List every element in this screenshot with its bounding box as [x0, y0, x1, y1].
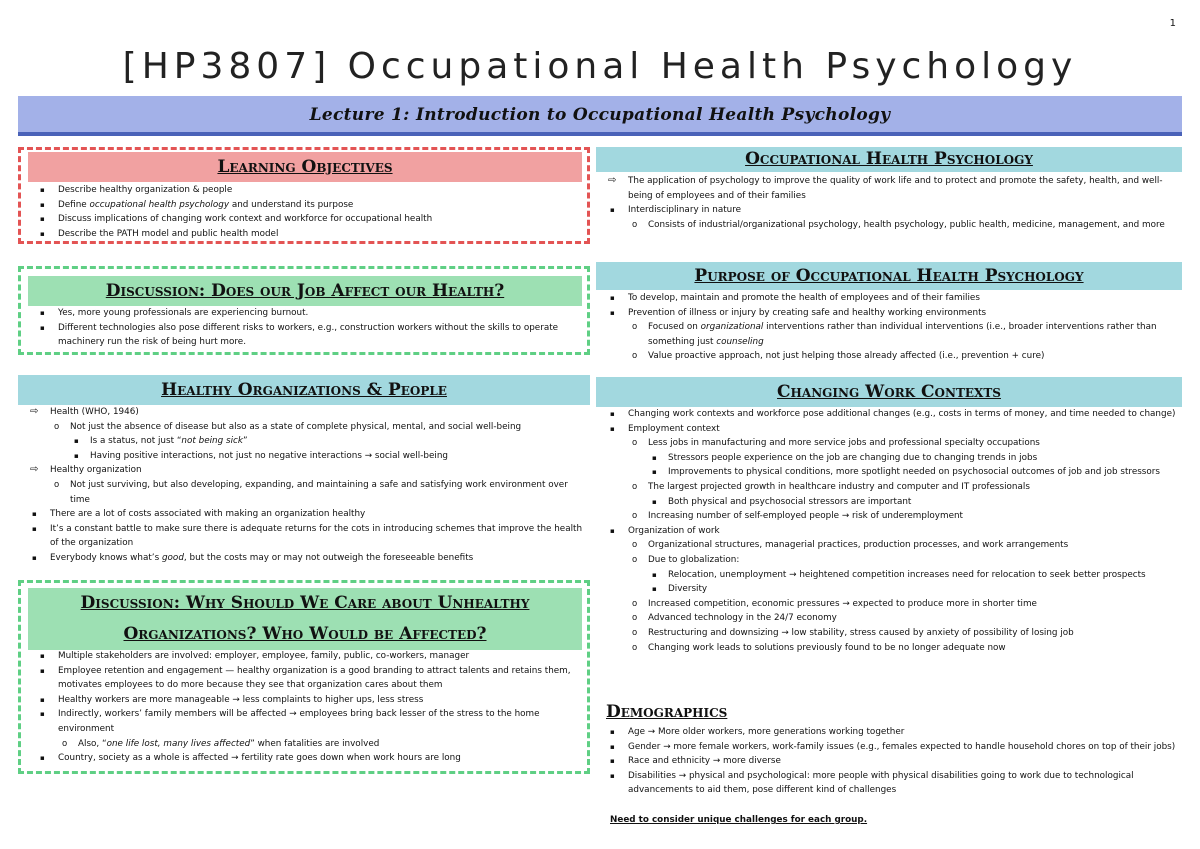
list-item: ▪ Multiple stakeholders are involved: employer, employee, family, public, co-workers, manager	[26, 649, 582, 664]
list-item: o Not just the absence of disease but also as a state of complete physical, mental, and social well-being	[18, 420, 590, 435]
list-item: ▪ Age → More older workers, more generations working together	[596, 725, 1182, 740]
list-item: o Less jobs in manufacturing and more service jobs and professional specialty occupations	[596, 436, 1182, 451]
list-item: ▪ Everybody knows what’s good, but the costs may or may not outweigh the foreseeable benefits	[18, 551, 590, 566]
list-item: ▪ Diversity	[596, 582, 1182, 597]
list-item: ▪ Interdisciplinary in nature	[596, 203, 1182, 218]
list-item: ▪ Describe healthy organization & people	[26, 183, 582, 198]
ohp-heading: Occupational Health Psychology	[596, 147, 1182, 172]
list-item: ⇨ Health (WHO, 1946)	[18, 405, 590, 420]
purpose-list	[596, 291, 1182, 364]
list-item: ▪ It’s a constant battle to make sure there is adequate returns for the cots in introducing schemes that improve the health of the organization	[18, 522, 590, 551]
list-item: ▪ Changing work contexts and workforce pose additional changes (e.g., costs in terms of money, and time needed to change)	[596, 407, 1182, 422]
list-item: o Also, “one life lost, many lives affected” when fatalities are involved	[26, 737, 582, 752]
list-item: ▪ Prevention of illness or injury by creating safe and healthy working environments	[596, 306, 1182, 321]
list-item: ▪ Describe the PATH model and public health model	[26, 227, 582, 242]
ohp-list	[596, 174, 1182, 232]
list-item: ▪ Relocation, unemployment → heightened competition increases need for relocation to seek better prospects	[596, 568, 1182, 583]
healthy-orgs-list	[18, 405, 590, 566]
healthy-orgs-heading: Healthy Organizations & People	[18, 375, 590, 405]
list-item: ▪ Country, society as a whole is affected → fertility rate goes down when work hours are long	[26, 751, 582, 766]
list-item: o Changing work leads to solutions previously found to be no longer adequate now	[596, 641, 1182, 656]
lecture-title: Lecture 1: Introduction to Occupational Health Psychology	[309, 105, 891, 125]
list-item: ▪ Organization of work	[596, 524, 1182, 539]
list-item: ⇨ The application of psychology to improve the quality of work life and to protect and promote the safety, health, and well-being of employees and of their families	[596, 174, 1182, 203]
list-item: o Organizational structures, managerial practices, production processes, and work arrangements	[596, 538, 1182, 553]
list-item: ▪ Employment context	[596, 422, 1182, 437]
demographics-footer: Need to consider unique challenges for each group.	[610, 815, 868, 825]
list-item: ▪ Having positive interactions, not just no negative interactions → social well-being	[18, 449, 590, 464]
list-item: ▪ Yes, more young professionals are experiencing burnout.	[26, 306, 582, 321]
page-number: 1	[1169, 18, 1176, 29]
list-item: ▪ Stressors people experience on the job are changing due to changing trends in jobs	[596, 451, 1182, 466]
list-item: ▪ Gender → more female workers, work-family issues (e.g., females expected to handle household chores on top of their jobs)	[596, 740, 1182, 755]
discussion-care-list	[26, 649, 582, 766]
list-item: ▪ Improvements to physical conditions, more spotlight needed on psychosocial outcomes of job and job stressors	[596, 465, 1182, 480]
list-item: o Due to globalization:	[596, 553, 1182, 568]
changing-heading: Changing Work Contexts	[596, 377, 1182, 407]
list-item: ▪ Employee retention and engagement — healthy organization is a good branding to attract talents and retains them, motivates employees to do more because they see that organization cares about them	[26, 664, 582, 693]
list-item: ▪ Define occupational health psychology and understand its purpose	[26, 198, 582, 213]
list-item: o Focused on organizational interventions rather than individual interventions (i.e., broader interventions rather than something just counseling	[596, 320, 1182, 349]
list-item: o Not just surviving, but also developing, expanding, and maintaining a safe and satisfying work environment over time	[18, 478, 590, 507]
list-item: o Increased competition, economic pressures → expected to produce more in shorter time	[596, 597, 1182, 612]
discussion-care-heading	[28, 588, 582, 650]
course-title: [HP3807] Occupational Health Psychology	[122, 46, 1078, 87]
list-item: o Advanced technology in the 24/7 economy	[596, 611, 1182, 626]
list-item: ▪ Discuss implications of changing work context and workforce for occupational health	[26, 212, 582, 227]
list-item: ▪ Both physical and psychosocial stressors are important	[596, 495, 1182, 510]
list-item: o Restructuring and downsizing → low stability, stress caused by anxiety of possibility of losing job	[596, 626, 1182, 641]
discussion-care-heading-line2: Organizations? Who Would be Affected?	[123, 624, 487, 644]
list-item: o Increasing number of self-employed people → risk of underemployment	[596, 509, 1182, 524]
list-item: ▪ There are a lot of costs associated with making an organization healthy	[18, 507, 590, 522]
list-item: ▪ Disabilities → physical and psychological: more people with physical disabilities going to work due to technological advancements to aid them, pose different kind of challenges	[596, 769, 1182, 798]
list-item: o Consists of industrial/organizational psychology, health psychology, public health, medicine, management, and more	[596, 218, 1182, 233]
list-item: ▪ To develop, maintain and promote the health of employees and of their families	[596, 291, 1182, 306]
list-item: ▪ Is a status, not just “not being sick”	[18, 434, 590, 449]
list-item: ▪ Indirectly, workers’ family members will be affected → employees bring back lesser of the stress to the home environment	[26, 707, 582, 736]
list-item: o The largest projected growth in healthcare industry and computer and IT professionals	[596, 480, 1182, 495]
list-item: ▪ Race and ethnicity → more diverse	[596, 754, 1182, 769]
list-item: ⇨ Healthy organization	[18, 463, 590, 478]
learning-objectives-heading: Learning Objectives	[28, 152, 582, 182]
list-item: o Value proactive approach, not just helping those already affected (i.e., prevention + cure)	[596, 349, 1182, 364]
lecture-banner	[18, 96, 1182, 136]
purpose-heading: Purpose of Occupational Health Psychology	[596, 262, 1182, 290]
demographics-heading: Demographics	[606, 702, 728, 722]
learning-objectives-list	[26, 183, 582, 241]
discussion-job-heading: Discussion: Does our Job Affect our Health?	[28, 276, 582, 306]
list-item: ▪ Healthy workers are more manageable → less complaints to higher ups, less stress	[26, 693, 582, 708]
changing-list	[596, 407, 1182, 655]
list-item: ▪ Different technologies also pose different risks to workers, e.g., construction workers without the skills to operate machinery run the risk of being hurt more.	[26, 321, 582, 350]
discussion-job-list	[26, 306, 582, 350]
demographics-list	[596, 725, 1182, 798]
discussion-care-heading-line1: Discussion: Why Should We Care about Unhealthy	[80, 593, 530, 613]
